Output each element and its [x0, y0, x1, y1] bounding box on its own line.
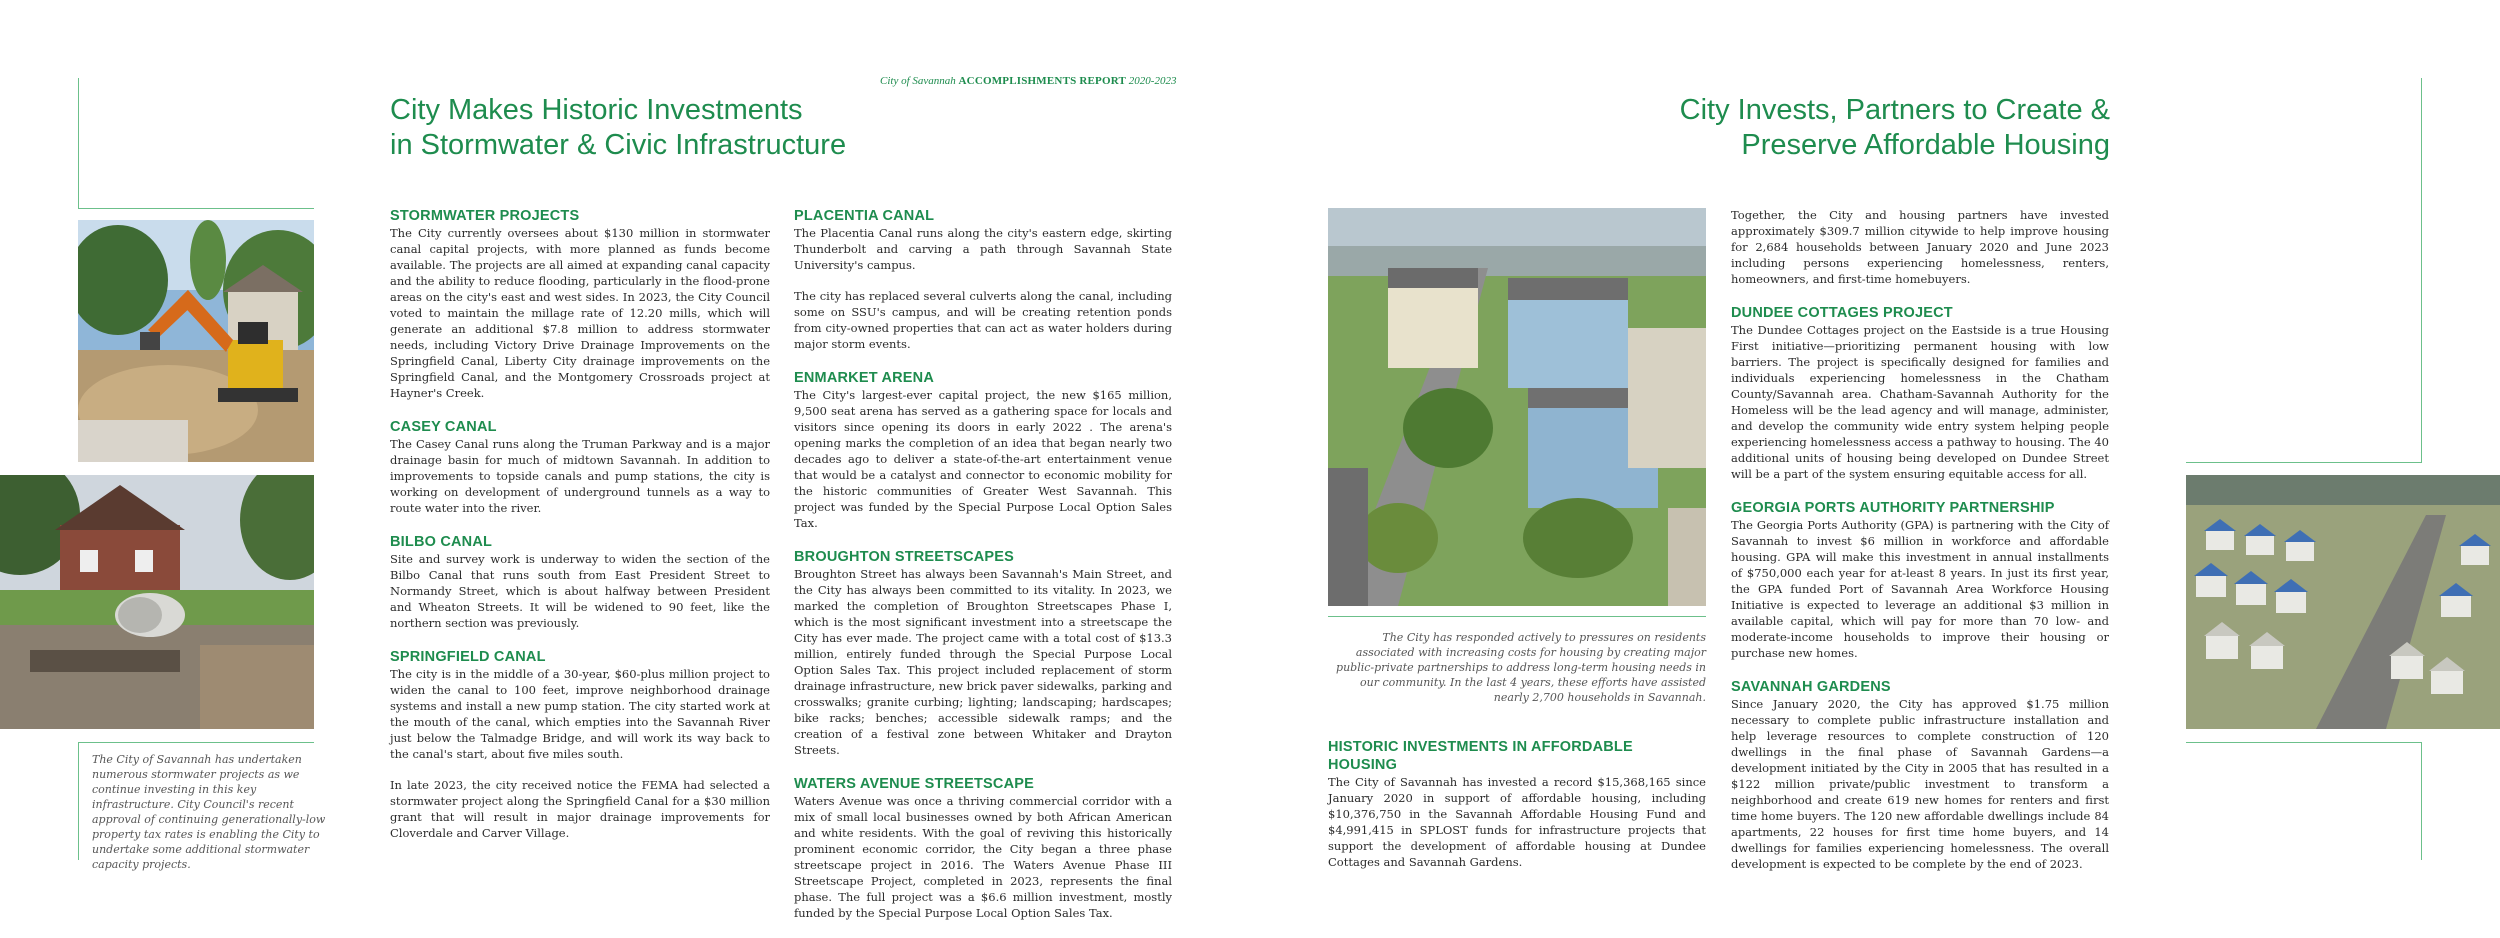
section-broughton-streetscapes — [794, 548, 1172, 758]
section-waters-avenue-streetscape — [794, 775, 1172, 921]
section-paragraph: Broughton Street has always been Savannah's Main Street, and the City has always been committed to its vitality. In 2023, we marked the completion of Broughton Streetscapes Phase I, which is the most significant investment into a streetscape the City has ever made. The project came with a total cost of $13.3 million, entirely funded through the Special Purpose Local Option Sales Tax. This project included replacement of storm drainage infrastructure, new brick paver sidewalks, parking and crosswalks; granite curbing; lighting; landscaping; hardscapes; bike racks; benches; accessible sidewalk ramps; and the creation of a festival zone between Whitaker and Drayton Streets. — [794, 567, 1172, 757]
right-frame-horizontal-bottom — [2186, 742, 2422, 743]
section-historic-investments-in-affordable-housing — [1328, 738, 1706, 870]
right-frame-vertical-top — [2421, 78, 2422, 462]
left-frame-horizontal-bottom — [78, 742, 314, 743]
housing-intro: Together, the City and housing partners have invested approximately $309.7 million citywide to help improve housing for 2,684 households between January 2020 and June 2023 including persons experiencing homelessness, renters, homeowners, and first-time homebuyers. — [1731, 208, 2109, 286]
culvert-pipe-photo — [0, 475, 314, 729]
left-headline-line1: City Makes Historic Investments — [390, 94, 803, 126]
section-springfield-canal — [390, 648, 770, 841]
section-title: CASEY CANAL — [390, 419, 497, 435]
section-paragraph: The Casey Canal runs along the Truman Parkway and is a major drainage basin for much of midtown Savannah. In addition to improvements to topside canals and pump stations, the city is working on development of underground tunnels as a way to route water into the river. — [390, 437, 770, 515]
left-headline — [390, 93, 846, 163]
section-paragraph: The City currently oversees about $130 million in stormwater canal capital projects, with more planned as funds become available. The projects are all aimed at expanding canal capacity and the ability to reduce flooding, particularly in the flood-prone areas on the city's east and west sides. In 2023, the City Council voted to maintain the millage rate of 12.20 mills, which will generate an additional $7.8 million to address stormwater needs, including Victory Drive Drainage Improvements on the Springfield Canal, Liberty City drainage improvements on the Springfield Canal, and the Montgomery Crossroads project at Hayner's Creek. — [390, 226, 770, 400]
right-frame-vertical-bottom — [2421, 742, 2422, 860]
right-frame-horizontal-top — [2186, 462, 2422, 463]
excavator-photo — [78, 220, 314, 462]
section-title: BILBO CANAL — [390, 534, 493, 550]
left-column-1 — [390, 207, 770, 858]
right-headline — [1610, 93, 2110, 163]
right-column-2 — [1731, 207, 2109, 889]
section-bilbo-canal — [390, 533, 770, 631]
stormwater-caption: The City of Savannah has undertaken numerous stormwater projects as we continue investing in this key infrastructure. City Council's recent approval of continuing generationally-low property tax rates is enabling the City to undertake some additional stormwater capacity projects. — [92, 753, 326, 871]
section-title: BROUGHTON STREETSCAPES — [794, 549, 1015, 565]
section-paragraph: The Georgia Ports Authority (GPA) is partnering with the City of Savannah to invest $6 million in workforce and affordable housing. GPA will make this investment in annual installments of $750,000 each year for at-least 8 years. In just its first year, the GPA funded Port of Savannah Area Workforce Housing Initiative is expected to leverage an additional $3 million in available capital, which will pay for more than 70 low- and moderate-income households to improve their housing or purchase new homes. — [1731, 518, 2109, 660]
section-paragraph: Site and survey work is underway to widen the section of the Bilbo Canal that runs south from East President Street to Normandy Street, which is about halfway between President and Wheaton Streets. It will be widened to 90 feet, like the northern section was previously. — [390, 552, 770, 630]
section-enmarket-arena — [794, 369, 1172, 531]
section-paragraph: The City of Savannah has invested a record $15,368,165 since January 2020 in support of affordable housing, including $10,376,750 in the Savannah Affordable Housing Fund and $4,991,415 in SPLOST funds for infrastructure projects that support the development of affordable housing at Dundee Cottages and Savannah Gardens. — [1328, 775, 1706, 869]
section-paragraph: The city has replaced several culverts along the canal, including some on SSU's campus, and will be creating retention ponds from city-owned properties that can act as water holders during major storm events. — [794, 289, 1172, 351]
section-title: GEORGIA PORTS AUTHORITY PARTNERSHIP — [1731, 500, 2055, 516]
section-title: ENMARKET ARENA — [794, 370, 935, 386]
section-title: DUNDEE COTTAGES PROJECT — [1731, 305, 1953, 321]
left-headline-line2: in Stormwater & Civic Infrastructure — [390, 129, 847, 161]
section-paragraph: The City's largest-ever capital project, the new $165 million, 9,500 seat arena has served as a gathering space for locals and visitors since opening its doors in early 2022 . The arena's opening marks the completion of an idea that began nearly two decades ago to deliver a state-of-the-art entertainment venue that would be a catalyst and connector to economic mobility for the historic communities of Greater West Savannah. This project was funded by the Special Purpose Local Option Sales Tax. — [794, 388, 1172, 530]
section-title: SPRINGFIELD CANAL — [390, 649, 546, 665]
section-casey-canal — [390, 418, 770, 516]
section-placentia-canal — [794, 207, 1172, 352]
section-title: STORMWATER PROJECTS — [390, 208, 580, 224]
section-dundee-cottages-project — [1731, 304, 2109, 482]
header-years: 2020-2023 — [1128, 75, 1177, 87]
section-title: HISTORIC INVESTMENTS IN AFFORDABLE HOUSING — [1328, 739, 1633, 773]
section-paragraph: The city is in the middle of a 30-year, $60-plus million project to widen the canal to 100 feet, improve neighborhood drainage systems and install a new pump station. The city started work at the mouth of the canal, which empties into the Savannah River just below the Talmadge Bridge, and will work its way back to the canal's start, about five miles south. — [390, 667, 770, 761]
header-city: City of Savannah — [880, 75, 956, 87]
section-title: PLACENTIA CANAL — [794, 208, 935, 224]
section-paragraph: In late 2023, the city received notice the FEMA had selected a stormwater project along the Springfield Canal for a $30 million grant that will result in major drainage improvements for Cloverdale and Carver Village. — [390, 778, 770, 840]
section-stormwater-projects — [390, 207, 770, 401]
aerial-apartments-photo — [1328, 208, 1706, 606]
right-headline-line2: Preserve Affordable Housing — [1741, 129, 2110, 161]
housing-caption: The City has responded actively to pressures on residents associated with increasing costs for housing by creating major public-private partnerships to address long-term housing needs in our community. In the last 4 years, these efforts have assisted nearly 2,700 households in Savannah. — [1336, 631, 1706, 704]
header-report-title: ACCOMPLISHMENTS REPORT — [958, 75, 1127, 87]
cottages-aerial-photo — [2186, 475, 2500, 729]
section-paragraph: Waters Avenue was once a thriving commercial corridor with a mix of small local businesses owned by both African American and white residents. With the goal of reviving this historically prominent economic corridor, the City began a three phase streetscape project in 2016. The Waters Avenue Phase III Streetscape Project, completed in 2023, represents the final phase. The full project was a $6.6 million investment, mostly funded by the Special Purpose Local Option Sales Tax. — [794, 794, 1172, 920]
left-frame-horizontal-top — [78, 208, 314, 209]
left-frame-vertical-bottom — [78, 742, 79, 860]
right-column-1 — [1328, 738, 1706, 887]
right-headline-line1: City Invests, Partners to Create & — [1679, 94, 2110, 126]
section-title: WATERS AVENUE STREETSCAPE — [794, 776, 1034, 792]
section-paragraph: Since January 2020, the City has approved $1.75 million necessary to complete public infrastructure installation and help leverage resources to complete construction of 120 dwellings in the final phase of Savannah Gardens—a development initiated by the City in 2005 that has resulted in a $122 million private/public investment to transform a neighborhood and create 619 new homes for renters and first time home buyers. The 120 new affordable dwellings include 84 apartments, 22 houses for first time home buyers, and 14 dwellings for families experiencing homelessness. The overall development is expected to be complete by the end of 2023. — [1731, 697, 2109, 871]
section-georgia-ports-authority-partnership — [1731, 499, 2109, 661]
left-frame-vertical-top — [78, 78, 79, 208]
caption-divider — [1328, 616, 1706, 617]
section-paragraph: The Dundee Cottages project on the Eastside is a true Housing First initiative—prioritizing permanent housing with low barriers. The project is specifically designed for families and individuals experiencing homelessness in the Chatham County/Savannah area. Chatham-Savannah Authority for the Homeless will be the lead agency and will manage, administer, and develop the community wide entry system helping people experiencing homelessness access a pathway to housing. The 40 additional units of housing being developed on Dundee Street will be a part of the system ensuring equitable access for all. — [1731, 323, 2109, 481]
section-paragraph: The Placentia Canal runs along the city's eastern edge, skirting Thunderbolt and carving a path through Savannah State University's campus. — [794, 226, 1172, 272]
section-savannah-gardens — [1731, 678, 2109, 872]
report-header — [880, 75, 1177, 87]
left-column-2 — [794, 207, 1172, 938]
section-title: SAVANNAH GARDENS — [1731, 679, 1891, 695]
